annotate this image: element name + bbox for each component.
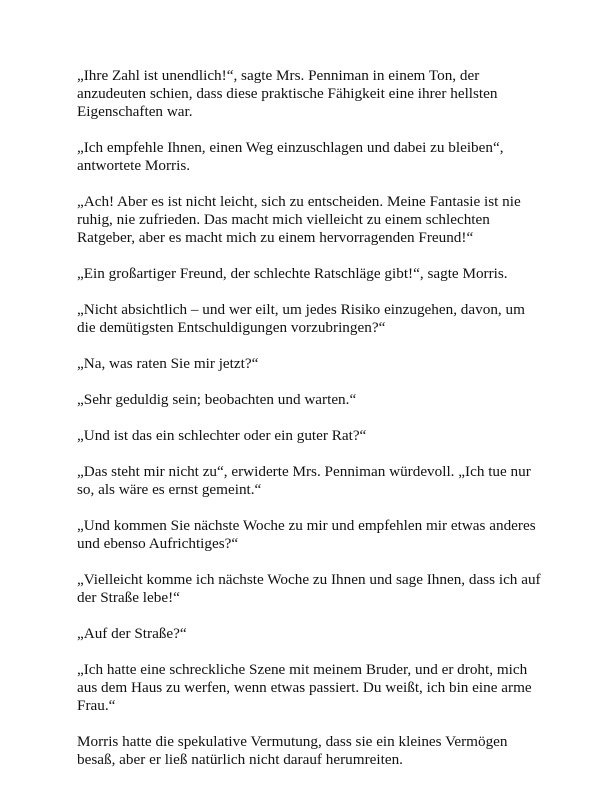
paragraph: „Ein großartiger Freund, der schlechte Ratschläge gibt!“, sagte Morris. xyxy=(77,265,508,282)
paragraph: „Auf der Straße?“ xyxy=(77,625,187,642)
paragraph: „Ihre Zahl ist unendlich!“, sagte Mrs. Penniman in einem Ton, der anzudeuten schien, dass diese praktische Fähigkeit eine ihrer hellsten Eigenschaften war. xyxy=(77,67,498,120)
paragraph: „Sehr geduldig sein; beobachten und warten.“ xyxy=(77,391,357,408)
paragraph: „Das steht mir nicht zu“, erwiderte Mrs. Penniman würdevoll. „Ich tue nur so, als wäre es ernst gemeint.“ xyxy=(77,463,531,498)
paragraph: „Nicht absichtlich – und wer eilt, um jedes Risiko einzugehen, davon, um die demütigsten Entschuldigungen vorzubringen?“ xyxy=(77,301,525,336)
paragraph: „Na, was raten Sie mir jetzt?“ xyxy=(77,355,259,372)
paragraph: „Ich hatte eine schreckliche Szene mit meinem Bruder, und er droht, mich aus dem Haus zu werfen, wenn etwas passiert. Du weißt, ich bin eine arme Frau.“ xyxy=(77,661,532,714)
paragraph: „Und kommen Sie nächste Woche zu mir und empfehlen mir etwas anderes und ebenso Aufrichtiges?“ xyxy=(77,517,536,552)
paragraph: „Und ist das ein schlechter oder ein guter Rat?“ xyxy=(77,427,367,444)
paragraph: Morris hatte die spekulative Vermutung, dass sie ein kleines Vermögen besaß, aber er ließ natürlich nicht darauf herumreiten. xyxy=(77,733,508,768)
paragraph: „Ich empfehle Ihnen, einen Weg einzuschlagen und dabei zu bleiben“, antwortete Morris. xyxy=(77,139,504,174)
paragraph: „Ach! Aber es ist nicht leicht, sich zu entscheiden. Meine Fantasie ist nie ruhig, nie zufrieden. Das macht mich vielleicht zu einem schlechten Ratgeber, aber es macht mich zu einem hervorragenden Freund!“ xyxy=(77,193,521,246)
document-page xyxy=(77,67,547,787)
paragraph: „Vielleicht komme ich nächste Woche zu Ihnen und sage Ihnen, dass ich auf der Straße lebe!“ xyxy=(77,571,541,606)
